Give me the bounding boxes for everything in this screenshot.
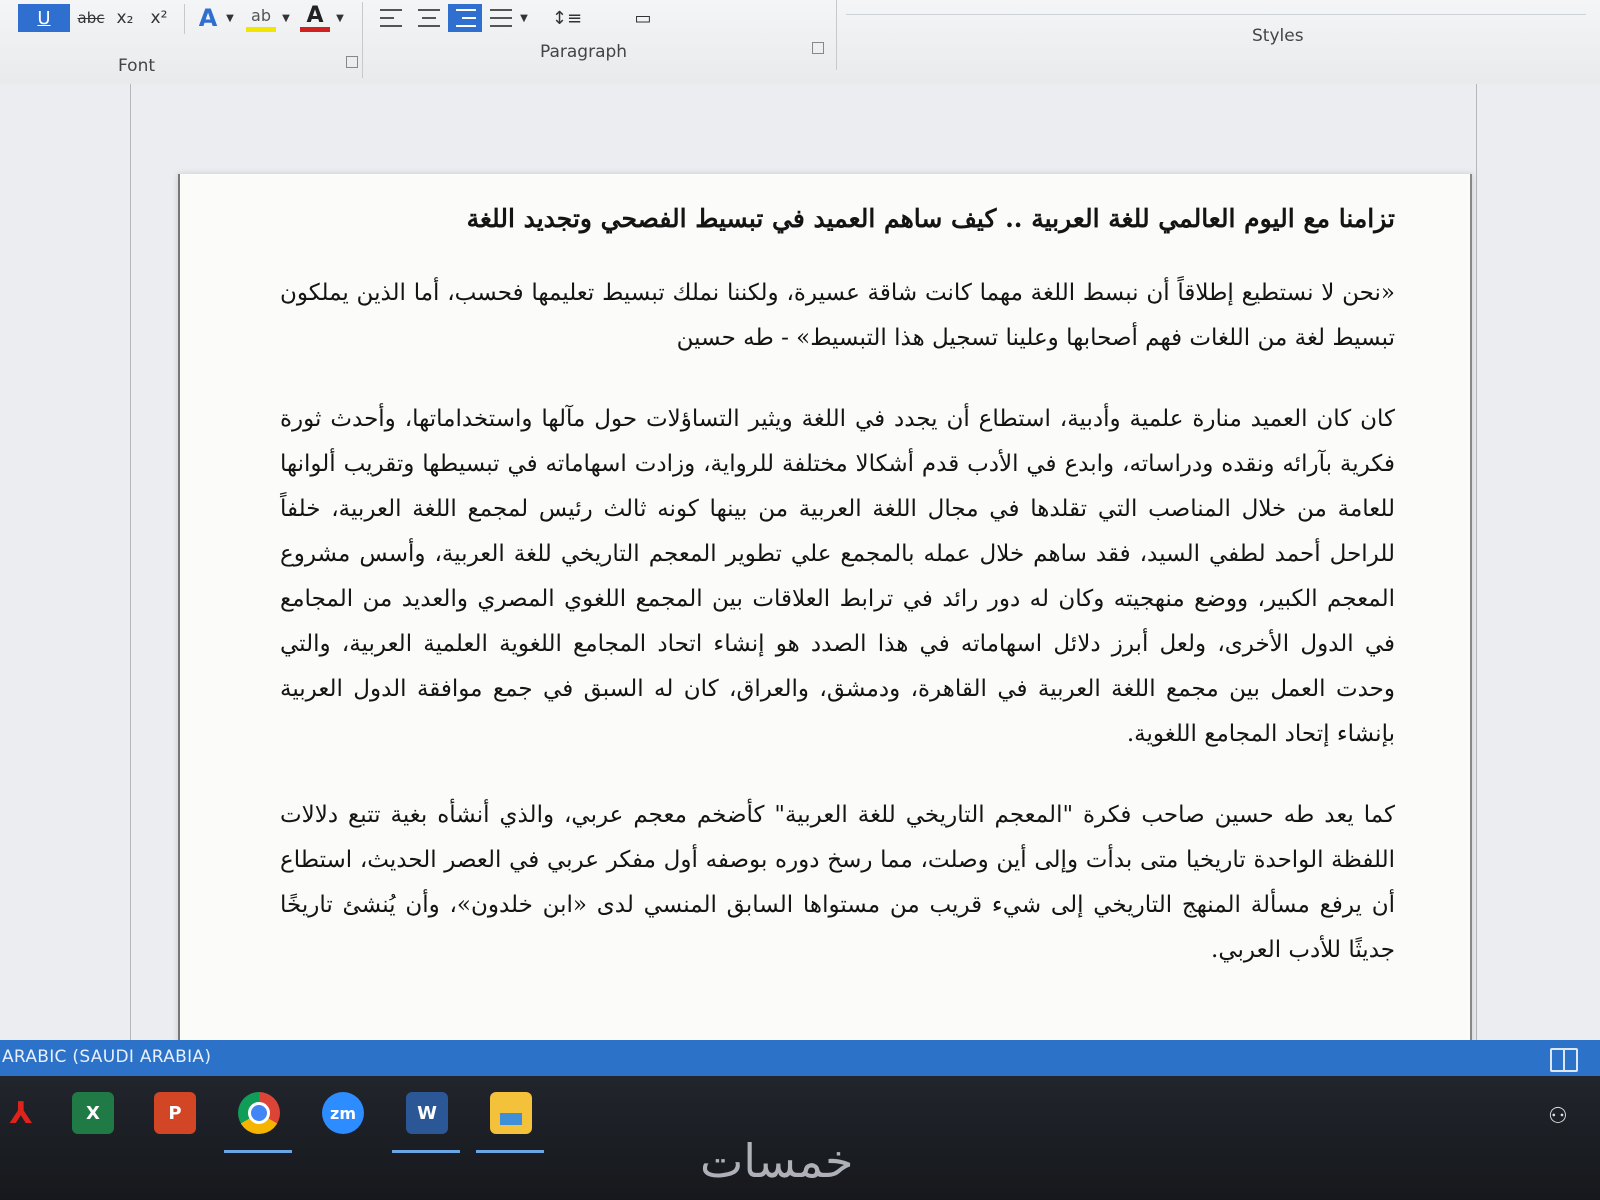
superscript-button[interactable]: x² <box>150 8 168 28</box>
chevron-down-icon[interactable]: ▼ <box>336 12 344 24</box>
chevron-down-icon[interactable]: ▼ <box>226 12 234 24</box>
font-dialog-launcher-icon[interactable] <box>346 56 358 68</box>
font-group-label: Font <box>118 56 156 76</box>
align-right-icon[interactable] <box>448 4 482 32</box>
styles-gallery[interactable] <box>846 0 1586 15</box>
align-center-icon[interactable] <box>416 4 442 32</box>
highlight-button[interactable]: ab <box>246 4 276 32</box>
acrobat-icon[interactable]: ⅄ <box>9 1095 33 1131</box>
document-page[interactable] <box>178 174 1472 1134</box>
read-mode-icon[interactable] <box>1550 1048 1578 1072</box>
word-icon[interactable]: W <box>406 1092 448 1134</box>
shading-icon[interactable]: ▭ <box>634 7 652 29</box>
ribbon <box>0 0 1600 85</box>
font-color-button[interactable]: A <box>300 4 330 32</box>
document-heading[interactable]: تزامنا مع اليوم العالمي للغة العربية .. كيف ساهم العميد في تبسيط الفصحي وتجديد اللغة <box>466 204 1395 233</box>
powerpoint-icon[interactable]: P <box>154 1092 196 1134</box>
line-spacing-icon[interactable]: ↕≡ <box>551 7 583 29</box>
subscript-button[interactable]: x₂ <box>116 8 134 28</box>
text-effects-button[interactable]: A <box>198 4 218 32</box>
active-indicator <box>392 1150 460 1153</box>
excel-icon[interactable]: X <box>72 1092 114 1134</box>
taskbar <box>0 1076 1600 1200</box>
chrome-icon[interactable] <box>238 1092 280 1134</box>
strikethrough-button[interactable]: abc <box>77 9 105 27</box>
document-paragraph-body[interactable]: كما يعد طه حسين صاحب فكرة "المعجم التاريخي للغة العربية" كأضخم معجم عربي، والذي أنشأه بغية تتبع دلالات اللفظة الواحدة تاريخيا متى بدأت وإلى أين وصلت، مما رسخ دوره بوصفه أول مفكر عربي في العصر الحديث، استطاع أن يرفع مسألة المنهج التاريخي إلى شيء قريب من مستواها السابق المنسي لدى «ابن خلدون»، وأن يُنشئ تاريخًا جديثًا للأدب العربي. <box>280 802 1395 963</box>
people-icon[interactable]: ⚇ <box>1548 1104 1568 1129</box>
active-indicator <box>224 1150 292 1153</box>
zoom-icon[interactable]: zm <box>322 1092 364 1134</box>
status-bar <box>0 1040 1600 1076</box>
paragraph-group-label: Paragraph <box>540 42 628 62</box>
watermark-logo: خمسات <box>700 1134 854 1188</box>
active-indicator <box>476 1150 544 1153</box>
document-text[interactable] <box>280 204 1395 1009</box>
paragraph-dialog-launcher-icon[interactable] <box>812 42 824 54</box>
justify-icon[interactable] <box>490 4 516 32</box>
chevron-down-icon[interactable]: ▼ <box>520 12 528 24</box>
language-indicator[interactable]: ARABIC (SAUDI ARABIA) <box>2 1047 212 1067</box>
underline-button[interactable]: U <box>18 4 70 32</box>
chevron-down-icon[interactable]: ▼ <box>282 12 290 24</box>
document-paragraph-body[interactable]: كان كان العميد منارة علمية وأدبية، استطاع أن يجدد في اللغة ويثير التساؤلات حول مآلها واستخداماتها، وأحدث ثورة فكرية بآرائه ونقده ودراساته، وابدع في الأدب قدم أشكالا مختلفة للرواية، وزادت اسهاماته في تبسيطها وتقريب ألوانها للعامة من خلال المناصب التي تقلدها في مجال اللغة العربية من بينها كونه ثالث رئيس لمجمع اللغة العربية، خلفاً للراحل أحمد لطفي السيد، فقد ساهم خلال عمله بالمجمع علي تطوير المعجم التاريخي للغة العربية، وأسس مشروع المعجم الكبير، ووضع منهجيته وكان له دور رائد في ترابط العلاقات بين المجمع اللغوي المصري والعديد من المجامع في الدول الأخرى، ولعل أبرز دلائل اسهاماته في هذا الصدد هو إنشاء اتحاد المجامع اللغوية العلمية العربية، والتي وحدت العمل بين مجمع اللغة العربية في القاهرة، ودمشق، والعراق، كان له السبق في جمع موافقة الدول العربية بإنشاء إتحاد المجامع اللغوية. <box>280 406 1395 747</box>
document-area[interactable] <box>0 84 1600 1040</box>
styles-group-label: Styles <box>1252 26 1304 46</box>
document-paragraph-quote[interactable]: «نحن لا نستطيع إطلاقاً أن نبسط اللغة مهما كانت شاقة عسيرة، ولكننا نملك تبسيط تعليمها فحسب، أما الذين يملكون تبسيط لغة من اللغات فهم أصحابها وعلينا تسجيل هذا التبسيط» - طه حسين <box>280 280 1395 351</box>
file-explorer-icon[interactable] <box>490 1092 532 1134</box>
align-left-icon[interactable] <box>380 4 406 32</box>
